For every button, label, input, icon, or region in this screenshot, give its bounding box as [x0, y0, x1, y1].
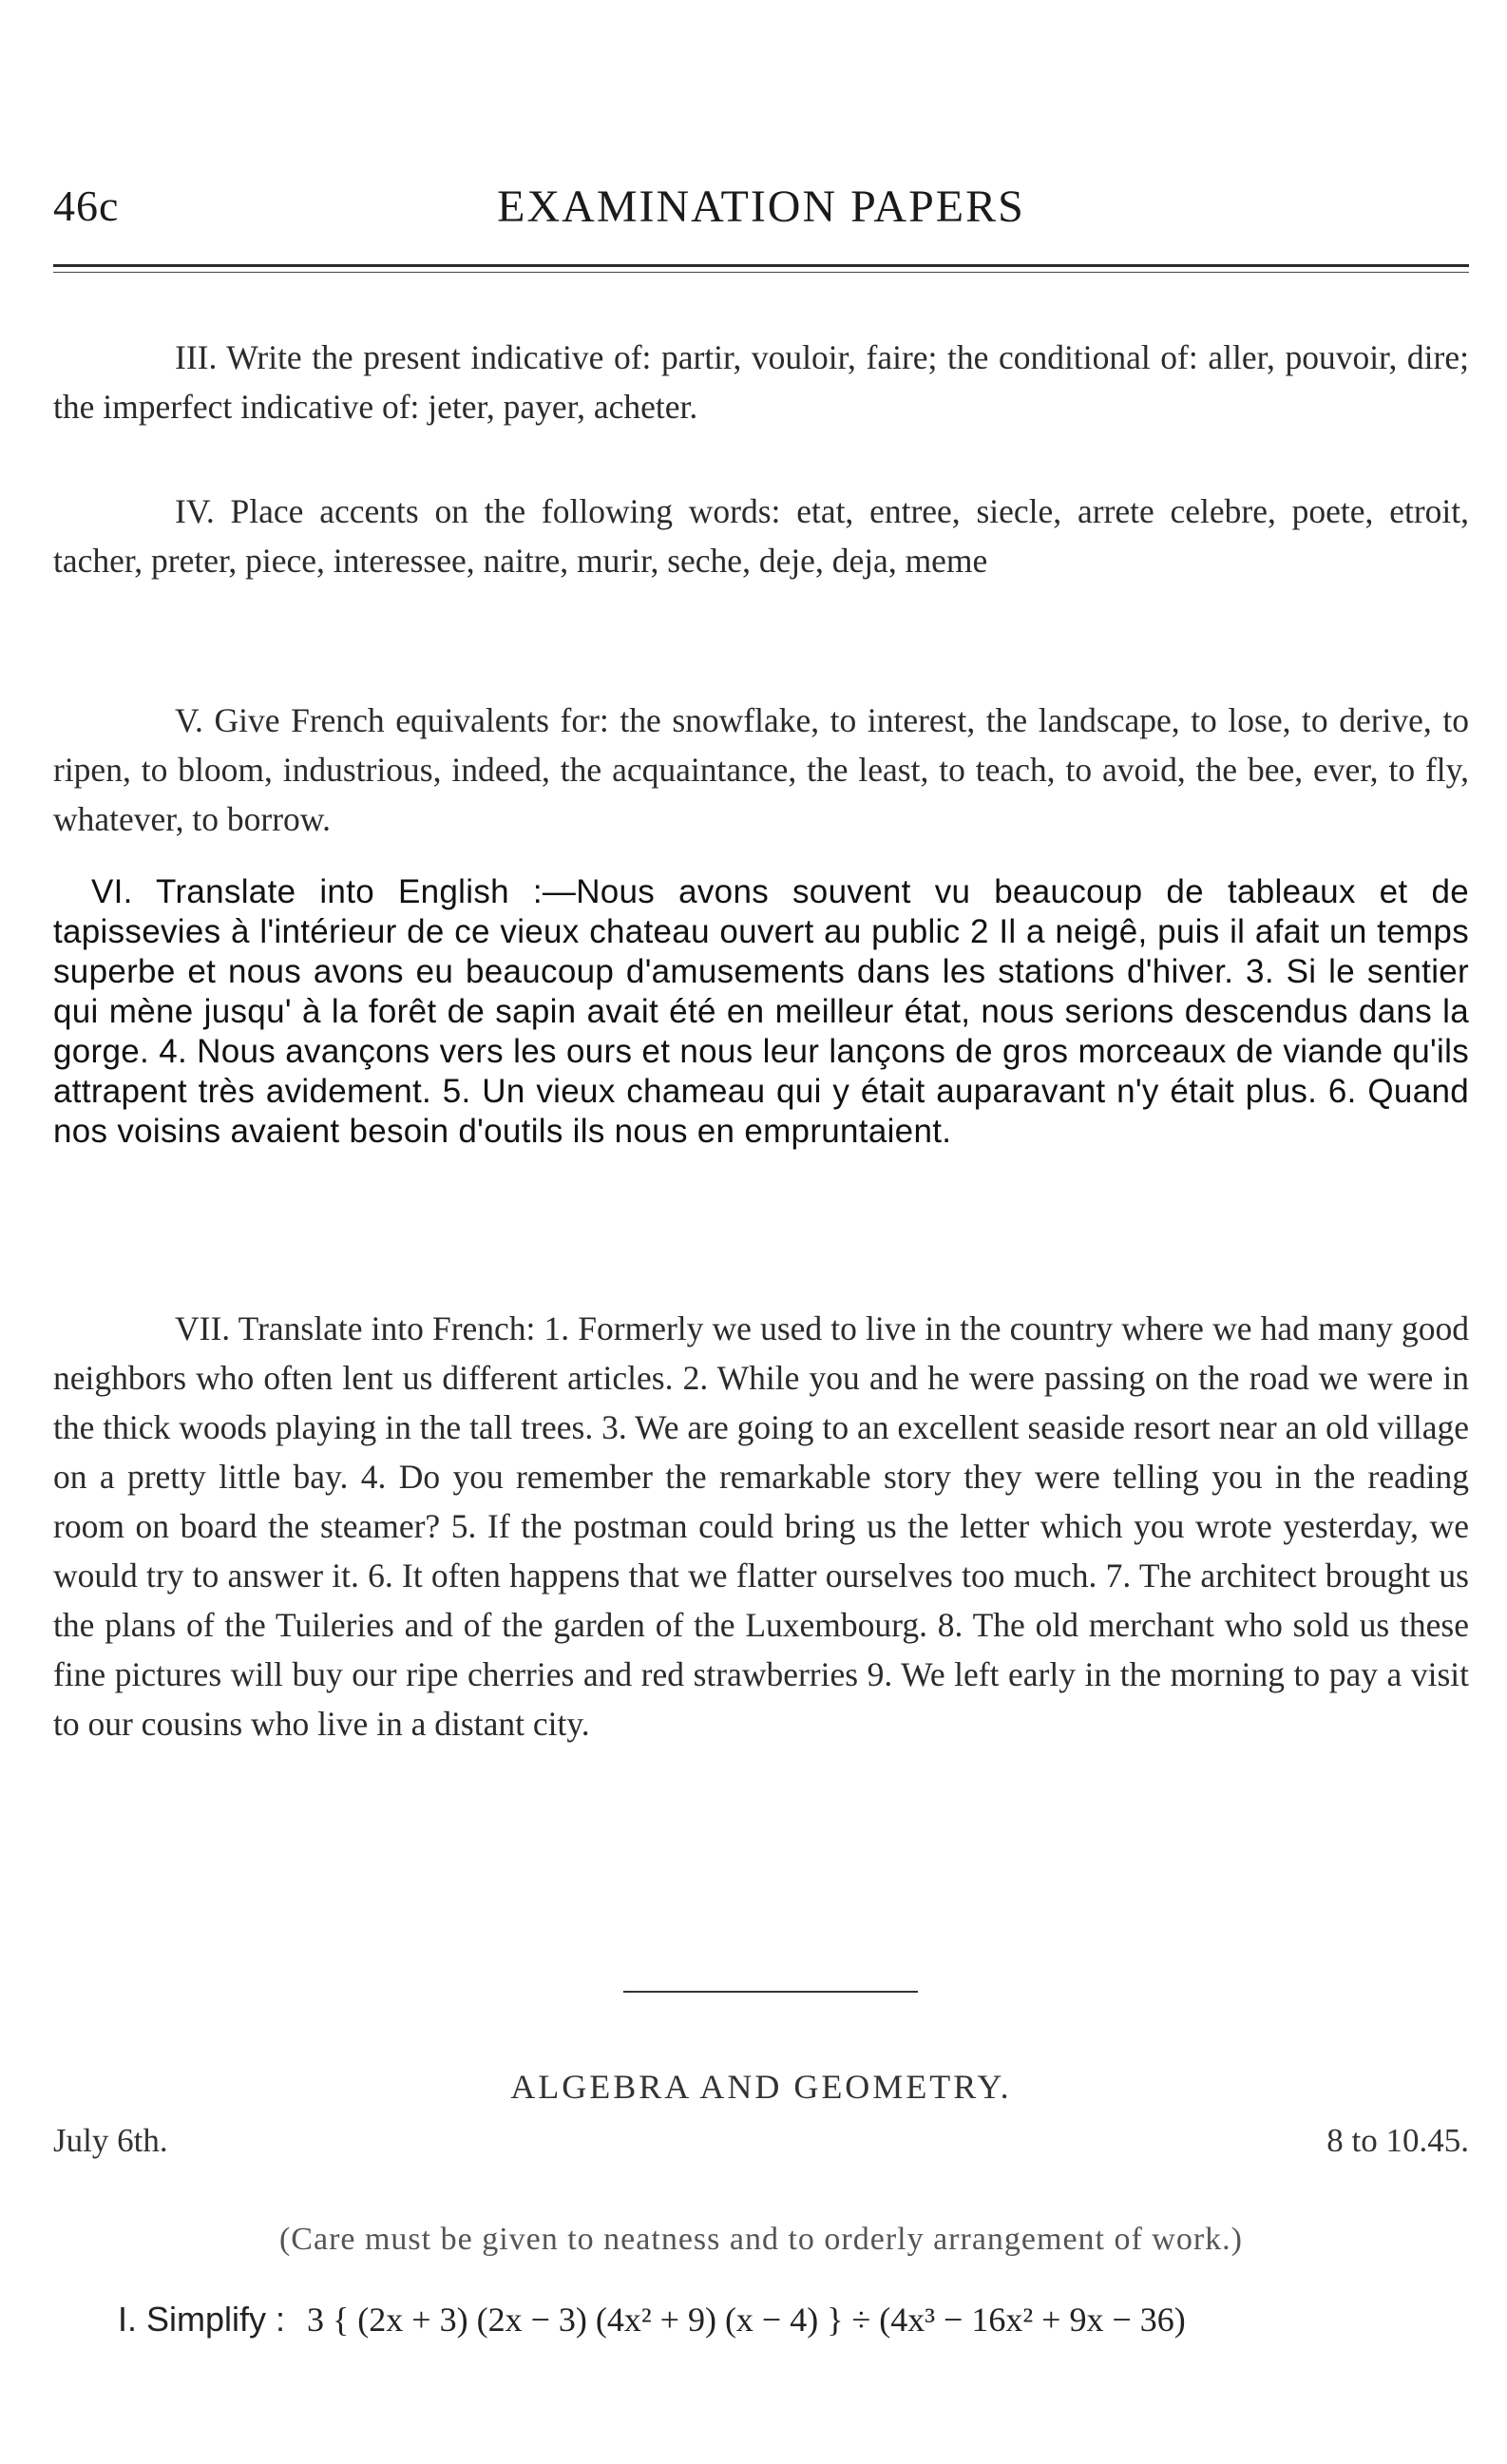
exam-time: 8 to 10.45. — [1326, 2122, 1469, 2159]
question-iii — [53, 333, 1469, 431]
question-vii-text: VII. Translate into French: 1. Formerly we used to live in the country where we had many good neighbors who often lent us different articles. 2. While you and he were passing on the road we were in the thick woods playing in the tall trees. 3. We are going to an excellent seaside resort near an old village on a pretty little bay. 4. Do you remember the remarkable story they were telling you in the reading room on board the steamer? 5. If the postman could bring us the letter which you wrote yesterday, we would try to answer it. 6. It often happens that we flatter ourselves too much. 7. The architect brought us the plans of the Tuileries and of the garden of the Luxembourg. 8. The old merchant who sold us these fine pictures will buy our ripe cherries and red strawberries 9. We left early in the morning to pay a visit to our cousins who live in a distant city. — [53, 1309, 1469, 1743]
question-iii-text: III. Write the present indicative of: partir, vouloir, faire; the conditional of: aller, pouvoir, dire; the imperfect indicative of: jeter, payer, acheter. — [53, 338, 1469, 426]
header-rule — [53, 264, 1469, 267]
page-number: 46c — [53, 181, 120, 230]
section-title: ALGEBRA AND GEOMETRY. — [510, 2068, 1012, 2106]
exam-page — [53, 0, 1469, 2464]
question-vi-text: VI. Translate into English :—Nous avons souvent vu beaucoup de tableaux et de tapissevies à l'intérieur de ce vieux chateau ouvert au public 2 Il a neigê, puis il afait un temps superbe et nous avons eu beaucoup d'amusements dans les stations d'hiver. 3. Si le sentier qui mène jusqu' à la forêt de sapin avait été en meilleur état, nous serions descendus dans la gorge. 4. Nous avançons vers les ours et nous leur lançons de gros morceaux de viande qu'ils attrapent très avidement. 5. Un vieux chameau qui y était auparavant n'y était plus. 6. Quand nos voisins avaient besoin d'outils ils nous en empruntaient. — [53, 873, 1469, 1150]
page-header — [53, 181, 1469, 238]
question-i-expression: 3 { (2x + 3) (2x − 3) (4x² + 9) (x − 4) } ÷ (4x³ − 16x² + 9x − 36) — [307, 2301, 1186, 2339]
question-i-label: I. Simplify : — [118, 2300, 286, 2339]
question-v-text: V. Give French equivalents for: the snowflake, to interest, the landscape, to lose, to derive, to ripen, to bloom, industrious, indeed, the acquaintance, the least, to teach, to avoid, the bee, ever, to fly, whatever, to borrow. — [53, 701, 1469, 838]
section-divider — [623, 1991, 918, 1993]
question-iv-text: IV. Place accents on the following words: etat, entree, siecle, arrete celebre, poete, etroit, tacher, preter, piece, interessee, naitre, murir, seche, deje, deja, meme — [53, 492, 1469, 580]
question-vi — [53, 872, 1469, 1152]
running-title: EXAMINATION PAPERS — [497, 181, 1025, 232]
instruction-note: (Care must be given to neatness and to orderly arrangement of work.) — [278, 2222, 1244, 2257]
exam-date: July 6th. — [53, 2122, 168, 2159]
question-v — [53, 696, 1469, 844]
question-iv — [53, 487, 1469, 585]
question-i — [118, 2300, 1469, 2340]
header-rule-thin — [53, 272, 1469, 273]
question-vii — [53, 1304, 1469, 1748]
